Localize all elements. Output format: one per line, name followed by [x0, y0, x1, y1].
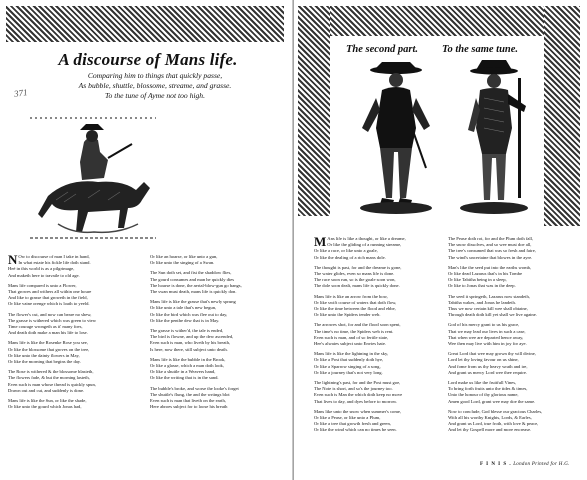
stanza: [8, 369, 142, 394]
right-broadside-page: [294, 0, 587, 480]
verse-line: The water glides, even so mans life is done.: [314, 271, 395, 277]
verse-line: Tabitha wakes, and Jonas he landeth.: [448, 299, 516, 305]
right-column-1: [314, 236, 442, 438]
verse-line: Or like vaine orenge which is loath to yeeld.: [8, 301, 90, 307]
verse-line: Or like dead Lazarus that's in his Tombe: [448, 271, 523, 277]
verse-line: Is here, now there, still subject unto death.: [150, 346, 228, 352]
stanza: [314, 351, 442, 376]
verse-line: Or like the wind which can no times be seen.: [314, 427, 397, 433]
verse-line: The snow dissolves, and so wee must doe all,: [448, 242, 532, 248]
verse-line: Amen good Lord, grant wee may doe the same.: [448, 398, 536, 404]
verse-line: Or like a shuttle in a Weavers hand,: [150, 369, 216, 375]
stanza: [448, 409, 582, 434]
verse-line: Or like the time between the flood and ebbe,: [314, 306, 396, 312]
verse-line: Mans life is like the Sun, or like the shade,: [8, 398, 87, 404]
verse-line: Or like unto a tale that's new begun,: [150, 305, 217, 311]
left-column-1: [8, 254, 142, 414]
verse-line: The grasse is withered which was green to view: [8, 317, 97, 323]
drop-capital: M: [314, 234, 327, 249]
verse-line: Or like the penthe dew that is in May.: [150, 317, 220, 323]
drop-capital: N: [8, 252, 18, 267]
verse-line: Mans life is like the Rosenke Rose you see,: [8, 340, 88, 346]
handwritten-page-number: 371: [13, 87, 29, 99]
verse-line: Ans life is like a thought, or like a dreame,: [327, 236, 406, 241]
stanza: [150, 357, 286, 382]
stanza: [314, 236, 442, 261]
verse-line: Or like a Post that suddenly doth hye,: [314, 357, 384, 363]
ornamental-border-icon: [6, 6, 284, 42]
subtitle-line: As bubble, shuttle, blossome, streame, and grasse.: [78, 81, 232, 90]
verse-line: Mans life is like the bubble in the Brook,: [150, 356, 226, 362]
verse-line: Or like a tree that growth fresh and green,: [314, 421, 391, 427]
stanza: [150, 299, 286, 324]
verse-line: The lightning's past, for and the Post must goe,: [314, 380, 401, 386]
stanza: [448, 236, 582, 261]
verse-line: The Note is short, and so's the journey too.: [314, 386, 393, 392]
verse-line: Lord let thy loving favour on us shine,: [448, 357, 519, 363]
stanza: [448, 351, 582, 376]
verse-line: Or like a Pease, or like unto a Plum,: [314, 415, 381, 421]
verse-line: Drawn out and cut, and suddenly is done.: [8, 387, 85, 393]
verse-line: Or like unto the dainty flowers in May,: [8, 352, 80, 358]
verse-line: The hoarse is done, the aerial-blow-gun go bangs,: [150, 282, 242, 288]
horseman-woodcut-icon: [28, 108, 158, 248]
verse-line: Or like unto the Spiders tender web.: [314, 312, 381, 318]
verse-line: Or like the writing that is in the sand.: [150, 375, 219, 381]
verse-line: And death doth make a man his life to lose.: [8, 330, 88, 336]
verse-line: The grasse is wither'd, the tale is ended,: [150, 328, 224, 334]
verse-line: Hee's alwaies subject unto Envies hate.: [314, 341, 387, 347]
stanza: [150, 328, 286, 353]
verse-line: Heé in this world is as a pilgrimage,: [8, 266, 75, 272]
stanza: [314, 265, 442, 290]
verse-line: And maketh here to travaile to old age.: [8, 272, 80, 278]
verse-line: In what estate his fickle life doth stand.: [18, 260, 91, 266]
stanza: [314, 294, 442, 319]
verse-line: With all his worthy Knights, Lords, & Earles,: [448, 415, 532, 421]
verse-line: The shuttle's flung, the and the wrtings blot: [150, 391, 230, 397]
verse-line: That lives to day, and dyes before to morrow.: [314, 398, 398, 404]
stanza: [8, 340, 142, 365]
countryman-woodcut-icon: [454, 58, 534, 223]
verse-line: Or like swift course of waters that doth flow,: [314, 299, 397, 305]
verse-line: Or like the morning that begins the day.: [8, 359, 81, 365]
verse-line: That when wee are departed hence away,: [448, 334, 524, 340]
verse-line: Mans life is like the lightning in the sky,: [314, 351, 389, 357]
stanza: [314, 380, 442, 405]
verse-line: The arrowes shot, for and the flood soon spent,: [314, 322, 401, 328]
verse-line: Or like the gliding of a running streame,: [327, 242, 402, 248]
verse-line: The bird is flowne, and up the dew ascended,: [150, 334, 234, 340]
verse-line: Through death doth kill yet shall we live againe.: [448, 312, 537, 318]
stanza: [150, 254, 286, 266]
verse-line: Or like unto the singing of a Swan.: [150, 260, 215, 266]
verse-line: And grant us mercy Lord wee thee require.: [448, 369, 528, 375]
verse-line: That growes and withers all within one houre: [8, 289, 92, 295]
verse-line: Or like Tabitha being in a sleep,: [448, 277, 507, 283]
stanza: [150, 386, 286, 411]
verse-line: Or like the bird which was flee out to day,: [150, 311, 228, 317]
verse-line: The Sun doth set, and fist the shaddow flies,: [150, 270, 232, 276]
stanza: [314, 322, 442, 347]
stanza: [8, 398, 142, 410]
stanza: [150, 270, 286, 295]
ornamental-border-icon: [298, 6, 330, 216]
verse-line: To bring forth fruits unto the tides & times,: [448, 386, 528, 392]
tune-line: To the tune of Ayme not too high.: [105, 91, 205, 100]
ballad-title: A discourse of Mans life.: [58, 50, 238, 69]
verse-line: Or like a Sparrow singing of a song,: [314, 363, 381, 369]
colophon: [480, 462, 570, 467]
ballad-subtitle: [40, 71, 270, 101]
verse-line: The Rose is withered & the blossome blasteth,: [8, 369, 94, 375]
verse-line: Or like a journey that's not very long.: [314, 369, 383, 375]
verse-line: Or like the blossome that groves on the tree,: [8, 346, 90, 352]
verse-line: God of his mercy grant to us his grace,: [448, 322, 520, 328]
verse-line: Even such is Man the which doth keep no move: [314, 392, 403, 398]
left-column-2: [150, 254, 286, 414]
verse-line: Mans like unto the snow when summer's come,: [314, 408, 402, 414]
verse-line: Or like the dealing of a rich mans dole.: [314, 254, 386, 260]
verse-line: And fome from us thy heavy wrath and ire,: [448, 363, 528, 369]
right-column-2: [448, 236, 582, 438]
verse-line: The tree's consumed that was so fresh and faire,: [448, 248, 536, 254]
subtitle-line: Comparing him to things that quickly passe,: [87, 71, 223, 80]
verse-line: The bubble's broke, and worse the looke's forget: [150, 385, 239, 391]
verse-line: The race soon run, so is the goale soon won,: [314, 277, 396, 283]
ornamental-border-icon: [544, 6, 580, 226]
verse-line: Ow to discourse of man I take in hand,: [18, 254, 90, 259]
printer-imprint: London Printed for H.G.: [513, 462, 570, 467]
verse-line: Or like to Jonas that was in the deep.: [448, 283, 516, 289]
stanza: [314, 409, 442, 434]
verse-line: Lord make us like the fruitfull Vines,: [448, 380, 517, 386]
verse-line: The gourd consumes and man he quickly dies: [150, 276, 235, 282]
verse-line: The time's no time, the Spiders web is rent.: [314, 328, 394, 334]
finis-word: F I N I S .: [480, 462, 512, 467]
verse-line: Now to conclude, God blesse our gracious Charles,: [448, 408, 543, 414]
ornamental-border-icon: [330, 6, 544, 36]
verse-line: Great Lord that wee may grown thy will divine,: [448, 351, 536, 357]
tune-heading: To the same tune.: [442, 44, 519, 55]
stanza: [8, 254, 142, 279]
verse-line: The thought is past, for and the dreame is gone,: [314, 264, 402, 270]
verse-line: Man's like the seed put into the earths womb,: [448, 264, 532, 270]
stanza: [8, 283, 142, 308]
part-heading: The second part.: [346, 44, 419, 55]
verse-line: That we may lead our lives in such a case,: [448, 328, 526, 334]
verse-line: Thus we now certain kill wee shall obtaine,: [448, 306, 528, 312]
verse-line: And let thy Gospell more and more encrease.: [448, 427, 532, 433]
verse-line: Even such is man, who liveth by his breath,: [150, 340, 231, 346]
verse-line: Or like unto the gourd which Jonas had,: [8, 404, 82, 410]
verse-line: Even such is man whose thread is quickly spun,: [8, 381, 96, 387]
verse-line: The flowers fade, & but the morning lasteth,: [8, 375, 90, 381]
verse-line: Mans life is like an arrow from the bow,: [314, 293, 388, 299]
stanza: [448, 265, 582, 290]
verse-line: Mans life is like the grasse that's newly sprung: [150, 299, 236, 305]
verse-line: Or like a race, or like unto a goale,: [314, 248, 378, 254]
verse-line: Time courage wrongeth as it' many foes,: [8, 324, 83, 330]
stanza: [448, 294, 582, 319]
verse-line: Unto the honour of thy glorious name,: [448, 392, 519, 398]
stanza: [448, 322, 582, 347]
stanza: [448, 380, 582, 405]
verse-line: The seed it springeth, Lazarus now standeth,: [448, 293, 530, 299]
verse-line: The dole soon dealt, mans life is quickly done.: [314, 283, 400, 289]
verse-line: Or like an hoarse, or like unto a gun,: [150, 254, 218, 259]
verse-line: The Pease doth rot, for and the Plum doth fall,: [448, 236, 534, 241]
verse-line: Or like a glasse, which a man doth look,: [150, 363, 224, 369]
gentleman-woodcut-icon: [356, 58, 436, 223]
verse-line: The wind's uncertaine that blowes in the ayre.: [448, 254, 533, 260]
verse-line: Even such is man, and of so fertile state,: [314, 334, 389, 340]
verse-line: The flower's cut, and now can beare no shew,: [8, 311, 92, 317]
left-broadside-page: [0, 0, 293, 480]
stanza: [8, 312, 142, 337]
verse-line: And like to grasse that groweth in the field,: [8, 295, 88, 301]
verse-line: Wee then may live with him in joy for aye.: [448, 341, 527, 347]
verse-line: And grant us Lord, true froth, with love & peace,: [448, 421, 539, 427]
verse-line: Even such is man that liveth on the earth,: [150, 398, 226, 404]
verse-line: Here abroes subject for to loose his breath: [150, 404, 228, 410]
verse-line: The swan must death, mans life is quickly don.: [150, 289, 237, 295]
verse-line: Mans life compared is unto a Flower,: [8, 282, 77, 288]
